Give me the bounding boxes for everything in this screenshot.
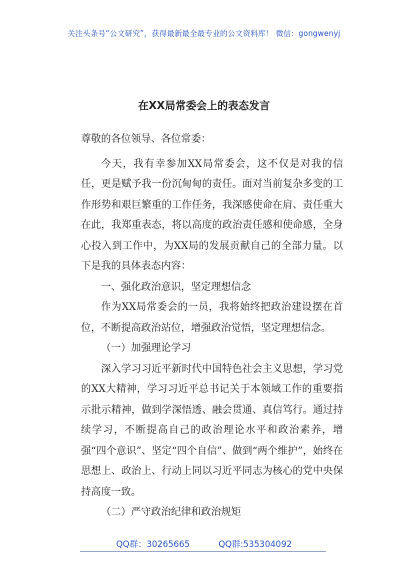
subsection-heading-1: （一）加强理论学习 <box>101 343 191 354</box>
paragraph-section-1: 作为XX局常委会的一员，我将始终把政治建设摆在首位，不断提高政治站位，增强政治觉悟，坚定理想信念。 <box>81 302 343 334</box>
document-title: 在XX局常委会上的表态发言 <box>138 100 270 112</box>
footer-qq-group-1: QQ群：30265665 <box>116 540 190 550</box>
footer-qq-group-2: QQ群:535304092 <box>218 540 292 550</box>
paragraph-subsection-1: 深入学习习近平新时代中国特色社会主义思想，学习党的XX大精神，学习习近平总书记关于本领域工作的重要指示批示精神，做到学深悟透、融会贯通、真信笃行。通过持续学习，不断提高自己的政治理论水平和政治素养，增强“四个意识”、坚定“四个自信”、做到“两个维护”，始终在思想上、政治上、行动上同以习近平同志为核心的党中央保持高度一致。 <box>81 363 343 498</box>
section-heading-1: 一、强化政治意识，坚定理想信念 <box>101 281 251 293</box>
greeting: 尊敬的各位领导、各位常委： <box>81 134 211 145</box>
paragraph-intro: 今天，我有幸参加XX局常委会，这不仅是对我的信任，更是赋予我一份沉甸甸的责任。面对当前复杂多变的工作形势和艰巨繁重的工作任务，我深感使命在肩、责任重大在此，我郑重表态，将以高度的政治责任感和使命感，全身心投入到工作中，为XX局的发展贡献自己的全部力量。以下是我的具体表态内容： <box>81 158 343 272</box>
header-banner: 关注头条号“公文研究”，获得最新最全最专业的公文资料库！ 微信：gongwenyj <box>67 29 341 38</box>
subsection-heading-2: （二）严守政治纪律和政治规矩 <box>101 507 241 518</box>
document-body <box>81 118 343 524</box>
footer-divider <box>80 551 326 552</box>
footer <box>0 538 408 550</box>
